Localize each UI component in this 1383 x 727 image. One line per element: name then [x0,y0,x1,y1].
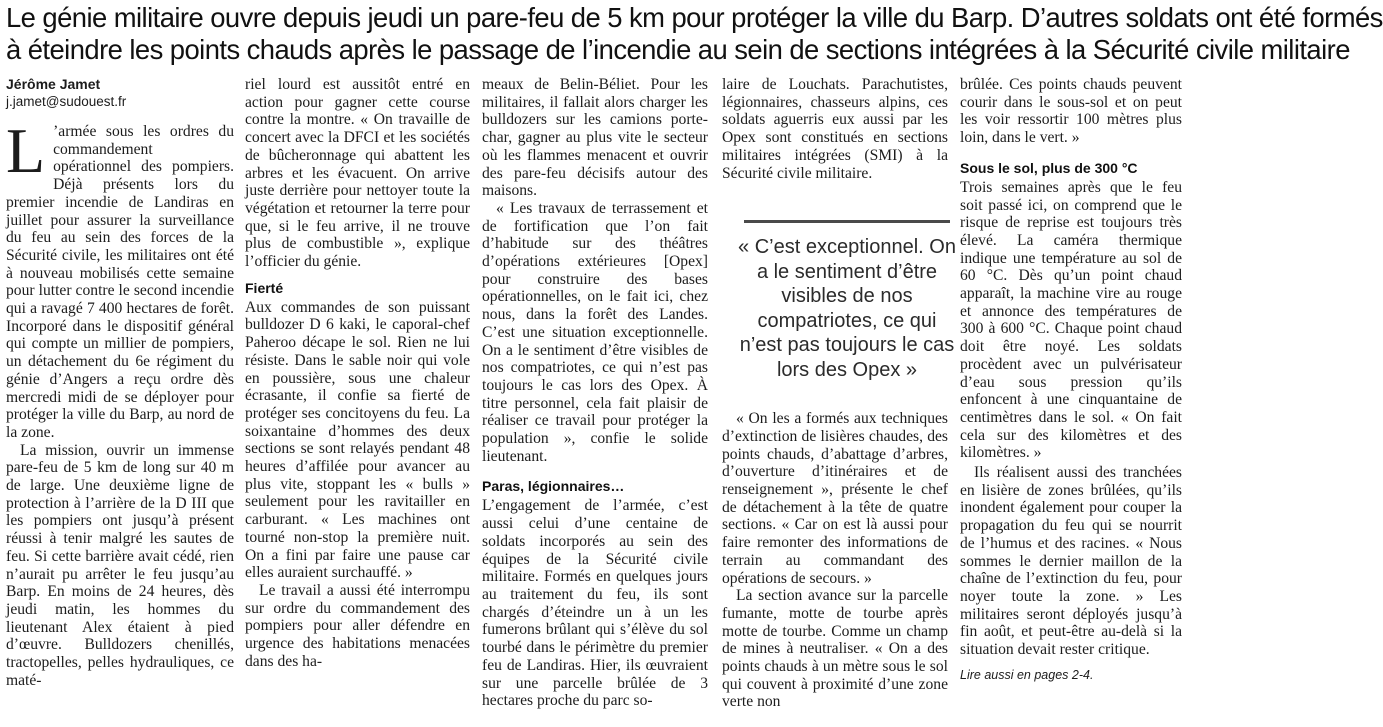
subheading-paras: Paras, légionnaires… [482,478,625,495]
byline-email[interactable]: j.jamet@sudouest.fr [6,94,127,109]
paragraph: meaux de Belin-Béliet. Pour les militaires, il fallait alors charger les bulldozers sur les camions porte-char, gagner au plus vite le secteur où les flammes menacent et ouvrir des pare-feu décisifs autour des maisons. [482,76,708,200]
paragraph: « Les travaux de terrassement et de fortification que l’on fait d’habitude sur des théâtres d’opérations extérieures [Opex] pour construire des bases opérationnelles, on le fait ici, chez nous, dans la forêt des Landes. C’est une situation exceptionnelle. On a le sentiment d’être visibles de nos compatriotes, ce qui n’est pas toujours le cas lors des Opex. À titre personnel, cela fait plaisir de réaliser ce travail pour protéger la population », confie le solide lieutenant. [482,199,708,465]
paragraph: Aux commandes de son puissant bulldozer D 6 kaki, le caporal-chef Paheroo décape le sol. Rien ne lui résiste. Dans le sable noir qui vole en poussière, sous une chaleur écrasante, il confie sa fierté de protéger ses concitoyens du feu. La soixantaine d’hommes des deux sections se sont relayés pendant 48 heures d’affilée pour avancer au plus vite, stoppant les « bulls » seulement pour les ravitailler en carburant. « Les machines ont tourné non-stop la première nuit. On a fini par faire une pause car elles auraient surchauffé. » [245,298,470,582]
pull-quote-text: « C’est exceptionnel. On a le sentiment d’être visibles de nos compatriotes, ce qui n’est pas toujours le cas lors des Opex » [738,236,956,381]
paragraph: riel lourd est aussitôt entré en action pour gagner cette course contre la montre. « On travaille de concert avec la DFCI et les sociétés de bûcheronnage qui abattent les arbres et les évacuent. On arrive juste derrière pour nettoyer toute la végétation et retourner la terre pour que, si le feu arrive, il ne trouve plus de combustible », explique l’officier du génie. [245,76,470,271]
pull-quote [738,220,956,382]
column-3 [482,76,708,710]
lead-text: ’armée sous les ordres du commandement opérationnel des pompiers. Déjà présents lors du premier incendie de Landiras en juillet pour assurer la surveillance du feu au sein des forces de la Sécurité civile, les militaires ont été à nouveau mobilisés cette semaine pour lutter contre le second incendie qui a ravagé 7 400 hectares de forêt. Incorporé dans le dispositif général qui compte un millier de pompiers, un détachement du 6e régiment du génie d’Angers a reçu ordre dès mercredi midi de se déployer pour protéger la ville du Barp, au nord de la zone. [6,123,234,441]
paragraph: Le travail a aussi été interrompu sur ordre du commandement des pompiers pour aller défendre en urgence des habitations menacées dans des ha- [245,581,470,670]
paragraph: laire de Louchats. Parachutistes, légionnaires, chasseurs alpins, ces soldats aguerris eux aussi par les Opex sont constitués en sections militaires intégrées (SMI) à la Sécurité civile militaire. [722,76,948,182]
column-1 [6,75,234,690]
paragraph: La section avance sur la parcelle fumante, motte de tourbe après motte de tourbe. Comme un champ de mines à neutraliser. « On a des points chauds à un mètre sous le sol qui couvent à proximité d’une zone verte non [722,587,948,711]
paragraph: Trois semaines après que le feu soit passé ici, on comprend que le risque de reprise est toujours très élevé. La caméra thermique indique une température au sol de 60 °C. Dès qu’un point chaud apparaît, la machine vire au rouge et annonce des températures de 300 à 600 °C. Chaque point chaud doit être noyé. Les soldats procèdent avec un pulvérisateur d’eau sous pression qu’ils enfoncent à une cinquantaine de centimètres dans le sol. « On fait cela sur des kilomètres et des kilomètres. » [960,178,1182,462]
column-4 [722,76,956,711]
paragraph: « On les a formés aux techniques d’extinction de lisières chaudes, des points chauds, d’abattage d’arbres, d’ouverture d’itinéraires et de renseignement », présente le chef de détachement à la tête de quatre sections. « Car on est là aussi pour faire remonter des informations de terrain au commandant des opérations de secours. » [722,410,948,587]
column-2 [245,76,470,671]
lead-paragraph [6,115,234,442]
paragraph: brûlée. Ces points chauds peuvent courir dans le sous-sol et on peut les voir ressortir 100 mètres plus loin, dans le vert. » [960,76,1182,147]
paragraph: L’engagement de l’armée, c’est aussi celui d’une centaine de soldats incorporés au sein des équipes de la Sécurité civile militaire. Formés en quelques jours au traitement du feu, ils sont chargés d’éteindre un à un les fumerons brûlant qui s’élève du sol tourbé dans le périmètre du premier feu de Landiras. Hier, ils œuvraient sur une parcelle brûlée de 3 hectares proche du parc so- [482,497,708,710]
see-also-note: Lire aussi en pages 2-4. [960,667,1094,682]
headline-line-2: à éteindre les points chauds après le passage de l’incendie au sein de sections intégrées à la Sécurité civile militaire [6,34,1350,65]
column-5 [960,76,1182,683]
subheading-fierte: Fierté [245,279,284,296]
byline-author: Jérôme Jamet [6,76,101,92]
headline [6,2,1383,66]
paragraph: La mission, ouvrir un immense pare-feu de 5 km de long sur 40 m de large. Une deuxième ligne de protection à l’arrière de la D III que les pompiers ont jusqu’à présent réussi à tenir malgré les sautes de feu. Si cette barrière avait cédé, rien n’aurait pu arrêter le feu jusqu’au Barp. En moins de 24 heures, dès jeudi matin, les hommes du lieutenant Alex étaient à pied d’œuvre. Bulldozers chenillés, tractopelles, pelles hydrauliques, ce maté- [6,441,234,689]
paragraph: Ils réalisent aussi des tranchées en lisière de zones brûlées, qu’ils inondent également pour couper la propagation du feu qui se nourrit de l’humus et des racines. « Nous sommes le dernier maillon de la chaîne de l’extinction du feu, pour noyer toute la zone. » Les militaires seront déployés jusqu’à fin août, et peut-être au-delà si la situation devait rester critique. [960,464,1182,659]
drop-cap: L [6,115,46,186]
headline-line-1: Le génie militaire ouvre depuis jeudi un pare-feu de 5 km pour protéger la ville du Barp. D’autres soldats ont été formés [6,2,1383,33]
subheading-sous-le-sol: Sous le sol, plus de 300 °C [960,159,1138,176]
